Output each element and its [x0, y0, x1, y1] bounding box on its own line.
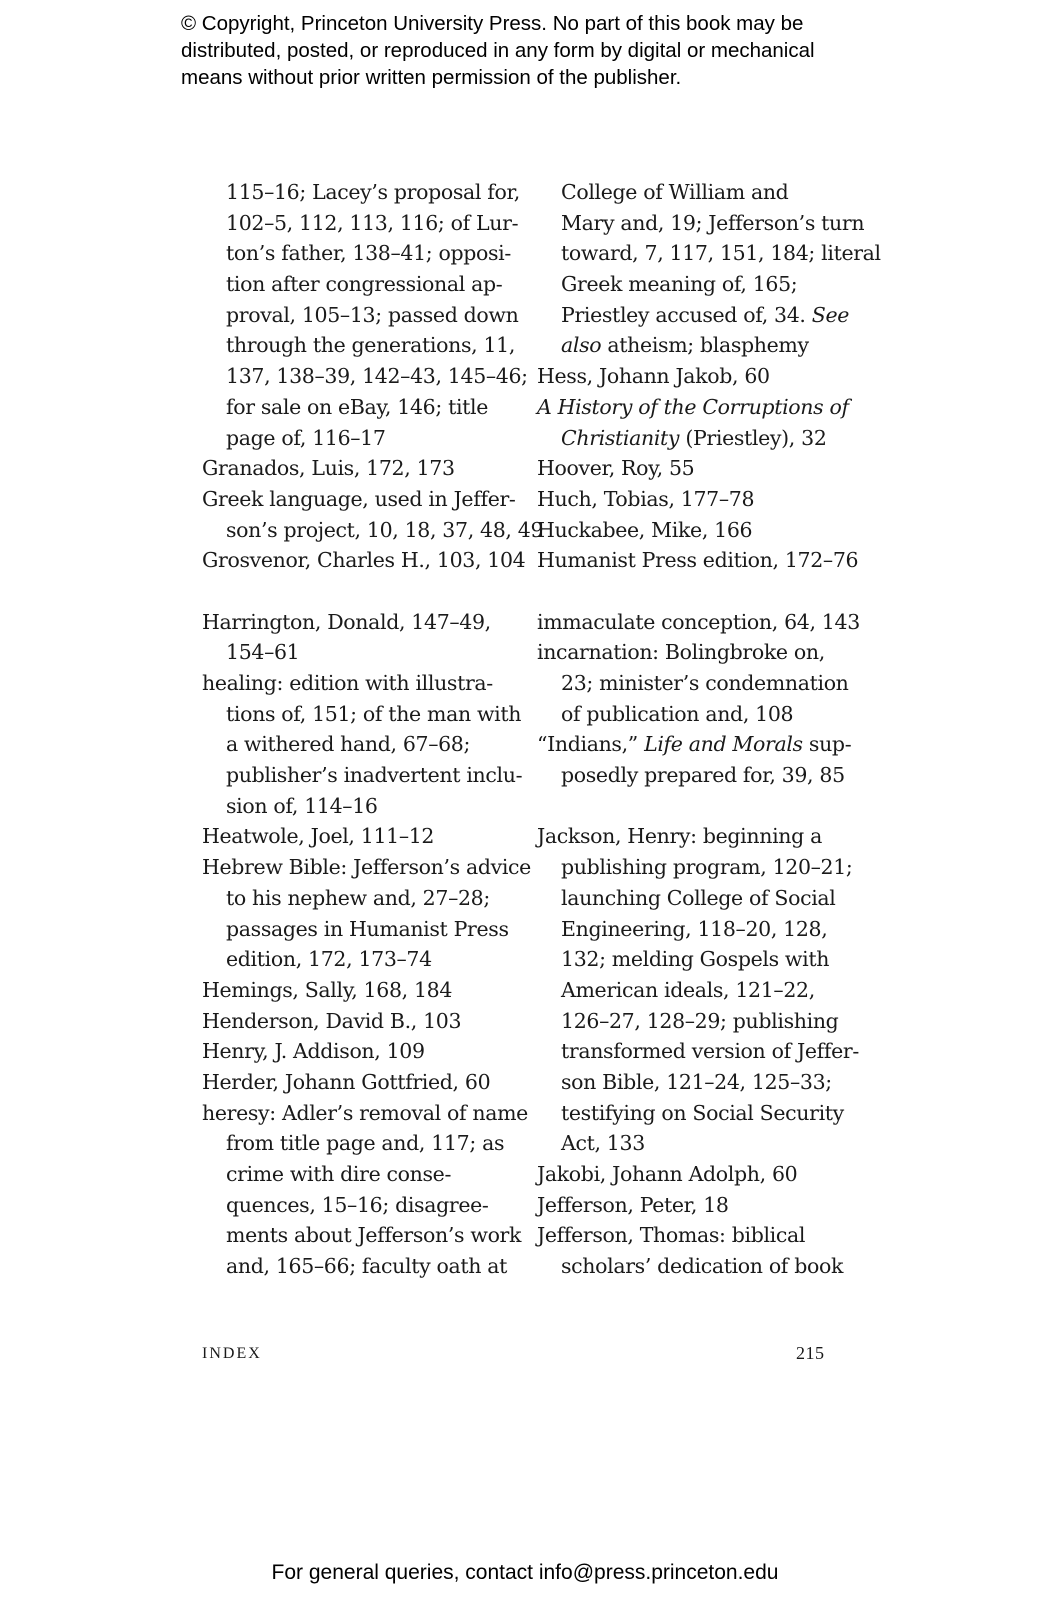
- index-italic-text: A History of the Corruptions of: [537, 394, 849, 419]
- index-line: [202, 392, 502, 423]
- index-text: Harrington, Donald, 147–49,: [202, 609, 491, 634]
- index-line: [202, 852, 531, 883]
- index-line: [537, 1006, 837, 1037]
- index-text: publisher’s inadvertent inclu-: [226, 763, 523, 788]
- index-column-left: [202, 177, 544, 1282]
- index-text: 154–61: [226, 640, 300, 665]
- index-letter-gap: [537, 576, 837, 607]
- index-text: ments about Jefferson’s work: [226, 1223, 522, 1248]
- index-line: [537, 729, 852, 760]
- index-text: Herder, Johann Gottfried, 60: [202, 1069, 491, 1094]
- index-text: son’s project, 10, 18, 37, 48, 49: [226, 517, 544, 542]
- index-text: Hess, Johann Jakob, 60: [537, 364, 770, 389]
- index-line: [202, 791, 502, 822]
- index-line: [537, 515, 837, 546]
- index-line: [537, 423, 837, 454]
- index-text: Hebrew Bible: Jefferson’s advice: [202, 855, 531, 880]
- index-line: [537, 238, 881, 269]
- index-line: [537, 484, 837, 515]
- index-text: proval, 105–13; passed down: [226, 302, 519, 327]
- index-line: [202, 545, 526, 576]
- index-line: [202, 883, 502, 914]
- index-text: edition, 172, 173–74: [226, 947, 432, 972]
- index-line: [537, 392, 849, 423]
- index-line: [202, 1190, 502, 1221]
- index-line: [537, 914, 837, 945]
- index-line: [537, 607, 860, 638]
- index-line: [202, 699, 522, 730]
- index-text: Jackson, Henry: beginning a: [537, 824, 822, 849]
- index-line: [202, 760, 523, 791]
- running-head-section: INDEX: [202, 1345, 262, 1362]
- index-text: Mary and, 19; Jefferson’s turn: [561, 210, 865, 235]
- index-text: Priestley accused of, 34.: [561, 302, 806, 327]
- index-line: [202, 515, 544, 546]
- index-line: [202, 300, 519, 331]
- index-text: 23; minister’s condemnation: [561, 671, 849, 695]
- index-line: [537, 1098, 844, 1129]
- index-text: Greek language, used in Jeffer-: [202, 486, 516, 511]
- index-line: [202, 1006, 502, 1037]
- index-text: (Priestley), 32: [679, 425, 827, 450]
- index-line: [202, 1128, 505, 1159]
- index-text: toward, 7, 117, 151, 184; literal: [561, 241, 881, 266]
- index-line: [537, 361, 837, 392]
- index-text: Jakobi, Johann Adolph, 60: [537, 1162, 798, 1186]
- index-line: [537, 1190, 837, 1221]
- index-line: [537, 330, 837, 361]
- index-italic-text: Christianity: [561, 425, 680, 450]
- index-line: [202, 637, 502, 668]
- index-text: incarnation: Bolingbroke on,: [537, 640, 825, 665]
- index-text: Humanist Press edition, 172–76: [537, 548, 859, 573]
- index-line: [202, 208, 519, 239]
- index-text: to his nephew and, 27–28;: [226, 885, 490, 910]
- page-number: 215: [796, 1343, 825, 1363]
- index-line: [202, 238, 511, 269]
- index-line: [202, 484, 516, 515]
- index-line: [202, 423, 502, 454]
- index-text: son Bible, 121–24, 125–33;: [561, 1069, 832, 1094]
- index-line: [202, 1159, 502, 1190]
- index-text: passages in Humanist Press: [226, 916, 509, 941]
- index-text: Heatwole, Joel, 111–12: [202, 824, 435, 849]
- index-line: [537, 208, 865, 239]
- index-column-right: [537, 177, 881, 1282]
- index-line: [202, 177, 520, 208]
- index-line: [202, 729, 502, 760]
- index-line: [537, 1251, 844, 1282]
- index-text: sup-: [802, 732, 852, 757]
- index-italic-text: also: [561, 333, 608, 358]
- index-line: [537, 944, 837, 975]
- index-line: [537, 975, 837, 1006]
- index-line: [537, 637, 837, 668]
- index-line: [202, 975, 502, 1006]
- index-text: “Indians,”: [537, 732, 645, 757]
- index-text: posedly prepared for, 39, 85: [561, 763, 845, 788]
- index-text: sion of, 114–16: [226, 793, 378, 818]
- index-text: launching College of Social: [561, 885, 836, 910]
- index-text: ton’s father, 138–41; opposi-: [226, 241, 511, 266]
- index-text: 115–16; Lacey’s proposal for,: [226, 180, 520, 204]
- index-line: [202, 821, 502, 852]
- index-line: [202, 668, 502, 699]
- index-text: Hoover, Roy, 55: [537, 456, 695, 481]
- footer-contact: For general queries, contact info@press.princeton.edu: [271, 1561, 779, 1584]
- index-line: [202, 269, 502, 300]
- index-text: College of William and: [561, 180, 789, 204]
- index-line: [537, 1128, 837, 1159]
- index-line: [202, 1036, 502, 1067]
- index-line: [537, 760, 845, 791]
- index-italic-text: Life and Morals: [644, 732, 803, 757]
- index-text: Engineering, 118–20, 128,: [561, 916, 828, 941]
- index-text: 126–27, 128–29; publishing: [561, 1008, 839, 1033]
- index-text: American ideals, 121–22,: [561, 977, 815, 1002]
- index-line: [537, 1159, 837, 1190]
- index-text: Greek meaning of, 165;: [561, 272, 798, 297]
- index-text: publishing program, 120–21;: [561, 855, 853, 880]
- index-text: Huch, Tobias, 177–78: [537, 486, 755, 511]
- index-text: and, 165–66; faculty oath at: [226, 1254, 508, 1279]
- index-text: Henderson, David B., 103: [202, 1008, 462, 1033]
- index-text: immaculate conception, 64, 143: [537, 609, 860, 634]
- index-text: Henry, J. Addison, 109: [202, 1039, 425, 1064]
- index-line: [537, 852, 853, 883]
- index-text: a withered hand, 67–68;: [226, 732, 471, 757]
- index-line: [537, 453, 837, 484]
- index-line: [202, 1251, 508, 1282]
- index-text: 132; melding Gospels with: [561, 947, 830, 972]
- index-letter-gap: [202, 576, 502, 607]
- index-text: healing: edition with illustra-: [202, 671, 493, 695]
- index-line: [202, 1067, 502, 1098]
- index-line: [537, 699, 837, 730]
- index-text: tion after congressional ap-: [226, 272, 503, 297]
- index-text: Jefferson, Peter, 18: [537, 1192, 729, 1217]
- index-text: Huckabee, Mike, 166: [537, 517, 753, 542]
- index-line: [537, 545, 859, 576]
- copyright-notice: © Copyright, Princeton University Press. No part of this book may be distributed, posted, or reproduced in any form by digital or mechanical means without prior written permission of the publisher.: [181, 12, 815, 89]
- index-text: Jefferson, Thomas: biblical: [537, 1223, 806, 1248]
- index-line: [537, 1036, 859, 1067]
- index-text: for sale on eBay, 146; title: [226, 394, 489, 419]
- index-line: [537, 883, 837, 914]
- index-text: scholars’ dedication of book: [561, 1254, 844, 1279]
- index-text: 102–5, 112, 113, 116; of Lur-: [226, 210, 519, 235]
- index-text: tions of, 151; of the man with: [226, 701, 522, 726]
- index-line: [537, 1067, 837, 1098]
- index-text: testifying on Social Security: [561, 1100, 844, 1125]
- index-line: [537, 177, 837, 208]
- index-line: [202, 914, 509, 945]
- index-text: heresy: Adler’s removal of name: [202, 1100, 528, 1125]
- index-line: [202, 361, 528, 392]
- index-text: Hemings, Sally, 168, 184: [202, 977, 453, 1002]
- index-line: [202, 944, 502, 975]
- index-text: of publication and, 108: [561, 701, 794, 726]
- index-line: [202, 1220, 522, 1251]
- index-line: [202, 607, 502, 638]
- index-line: [537, 1220, 837, 1251]
- index-text: 137, 138–39, 142–43, 145–46;: [226, 364, 528, 389]
- index-letter-gap: [537, 791, 837, 822]
- index-italic-text: See: [805, 302, 850, 327]
- index-text: Act, 133: [561, 1131, 645, 1156]
- index-text: Grosvenor, Charles H., 103, 104: [202, 548, 526, 573]
- index-text: through the generations, 11,: [226, 333, 516, 358]
- index-text: crime with dire conse-: [226, 1162, 452, 1186]
- index-line: [202, 330, 516, 361]
- index-text: transformed version of Jeffer-: [561, 1039, 859, 1064]
- index-line: [202, 453, 502, 484]
- index-line: [537, 668, 849, 699]
- index-text: from title page and, 117; as: [226, 1131, 505, 1156]
- index-text: quences, 15–16; disagree-: [226, 1192, 489, 1217]
- index-text: atheism; blasphemy: [607, 333, 809, 358]
- index-text: page of, 116–17: [226, 425, 386, 450]
- index-line: [537, 269, 837, 300]
- index-line: [537, 821, 837, 852]
- index-line: [537, 300, 850, 331]
- index-line: [202, 1098, 528, 1129]
- index-text: Granados, Luis, 172, 173: [202, 456, 455, 481]
